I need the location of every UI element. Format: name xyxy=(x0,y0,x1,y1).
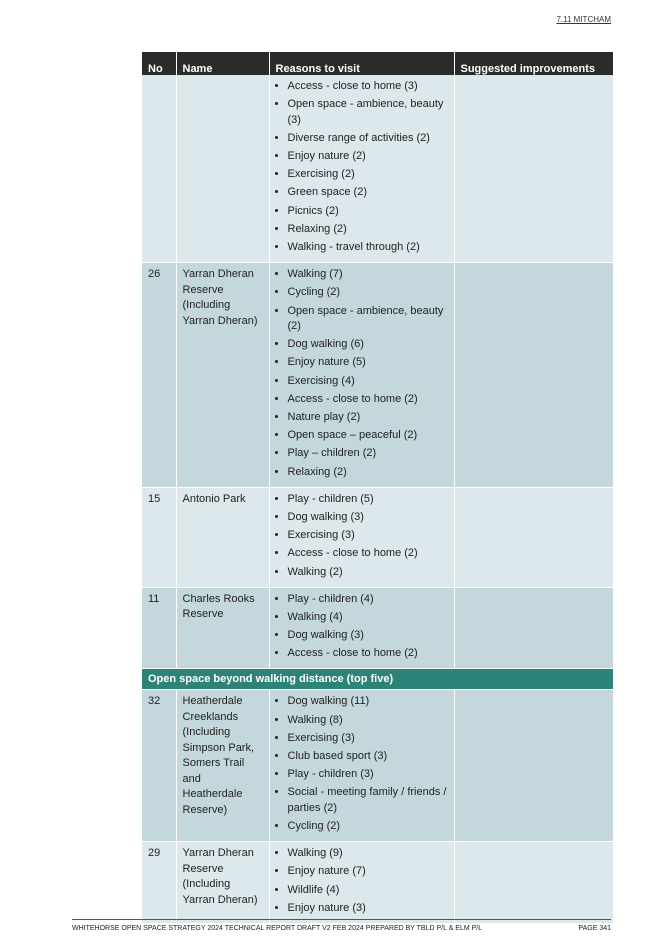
reason-item: • Cycling (2) xyxy=(288,285,448,301)
footer-document-info: WHITEHORSE OPEN SPACE STRATEGY 2024 TECHNICAL REPORT DRAFT V2 FEB 2024 PREPARED BY TBLD P/L & ELM P/L xyxy=(72,925,483,932)
reason-item: • Walking (9) xyxy=(288,846,448,862)
row-improvements xyxy=(454,690,613,842)
reason-item: • Wildlife (4) xyxy=(288,883,448,899)
reason-item: • Walking (8) xyxy=(288,713,448,729)
row-no xyxy=(142,75,176,263)
row-no: 15 xyxy=(142,487,176,587)
section-heading: Open space beyond walking distance (top five) xyxy=(142,669,613,690)
row-name: Yarran Dheran Reserve (Including Yarran Dheran) xyxy=(176,842,269,924)
reason-item: • Enjoy nature (5) xyxy=(288,355,448,371)
reason-item: • Dog walking (3) xyxy=(288,628,448,644)
reason-item: • Access - close to home (2) xyxy=(288,392,448,408)
reason-item: • Green space (2) xyxy=(288,185,448,201)
row-name xyxy=(176,75,269,263)
reason-item: • Walking (2) xyxy=(288,565,448,581)
row-name: Heatherdale Creeklands (Including Simpson Park, Somers Trail and Heatherdale Reserve) xyxy=(176,690,269,842)
reason-item: • Open space - ambience, beauty (3) xyxy=(288,97,448,128)
page-number: PAGE 341 xyxy=(578,925,611,932)
table-row xyxy=(142,587,613,669)
row-no: 29 xyxy=(142,842,176,924)
row-no: 11 xyxy=(142,587,176,669)
reason-item: • Enjoy nature (2) xyxy=(288,149,448,165)
row-improvements xyxy=(454,587,613,669)
reason-item: • Enjoy nature (3) xyxy=(288,901,448,917)
page-footer xyxy=(72,919,611,932)
reason-item: • Relaxing (2) xyxy=(288,465,448,481)
header-name: Name xyxy=(176,52,269,75)
row-reasons xyxy=(269,587,454,669)
section-link[interactable]: 7.11 MITCHAM xyxy=(556,15,611,24)
reason-item: • Access - close to home (2) xyxy=(288,646,448,662)
reason-item: • Exercising (2) xyxy=(288,167,448,183)
reason-item: • Enjoy nature (7) xyxy=(288,864,448,880)
row-reasons xyxy=(269,842,454,924)
row-reasons xyxy=(269,263,454,488)
reason-item: • Play - children (3) xyxy=(288,767,448,783)
header-improvements: Suggested improvements xyxy=(454,52,613,75)
header-no: No xyxy=(142,52,176,75)
table-row xyxy=(142,263,613,488)
reason-item: • Exercising (3) xyxy=(288,731,448,747)
row-improvements xyxy=(454,487,613,587)
row-no: 26 xyxy=(142,263,176,488)
row-name: Yarran Dheran Reserve (Including Yarran Dheran) xyxy=(176,263,269,488)
row-name: Charles Rooks Reserve xyxy=(176,587,269,669)
reason-item: • Walking (7) xyxy=(288,267,448,283)
reason-item: • Walking (4) xyxy=(288,610,448,626)
row-reasons xyxy=(269,75,454,263)
row-improvements xyxy=(454,75,613,263)
table-row xyxy=(142,842,613,924)
row-reasons xyxy=(269,690,454,842)
reason-item: • Diverse range of activities (2) xyxy=(288,131,448,147)
reason-item: • Exercising (4) xyxy=(288,374,448,390)
reason-item: • Picnics (2) xyxy=(288,204,448,220)
row-no: 32 xyxy=(142,690,176,842)
open-space-table xyxy=(142,52,613,924)
section-heading-row xyxy=(142,669,613,690)
table-row xyxy=(142,690,613,842)
reason-item: • Access - close to home (2) xyxy=(288,546,448,562)
reason-item: • Relaxing (2) xyxy=(288,222,448,238)
table-header-row xyxy=(142,52,613,75)
row-name: Antonio Park xyxy=(176,487,269,587)
reason-item: • Access - close to home (3) xyxy=(288,79,448,95)
reason-item: • Cycling (2) xyxy=(288,819,448,835)
reason-item: • Exercising (3) xyxy=(288,528,448,544)
reason-item: • Social - meeting family / friends / parties (2) xyxy=(288,785,448,816)
row-improvements xyxy=(454,842,613,924)
header-reasons: Reasons to visit xyxy=(269,52,454,75)
reason-item: • Dog walking (6) xyxy=(288,337,448,353)
reason-item: • Open space – peaceful (2) xyxy=(288,428,448,444)
row-reasons xyxy=(269,487,454,587)
reason-item: • Play - children (4) xyxy=(288,592,448,608)
reason-item: • Dog walking (11) xyxy=(288,694,448,710)
table-row xyxy=(142,75,613,263)
reason-item: • Walking - travel through (2) xyxy=(288,240,448,256)
reason-item: • Dog walking (3) xyxy=(288,510,448,526)
reason-item: • Play – children (2) xyxy=(288,446,448,462)
reason-item: • Open space - ambience, beauty (2) xyxy=(288,304,448,335)
reason-item: • Club based sport (3) xyxy=(288,749,448,765)
table-row xyxy=(142,487,613,587)
row-improvements xyxy=(454,263,613,488)
reason-item: • Play - children (5) xyxy=(288,492,448,508)
reason-item: • Nature play (2) xyxy=(288,410,448,426)
